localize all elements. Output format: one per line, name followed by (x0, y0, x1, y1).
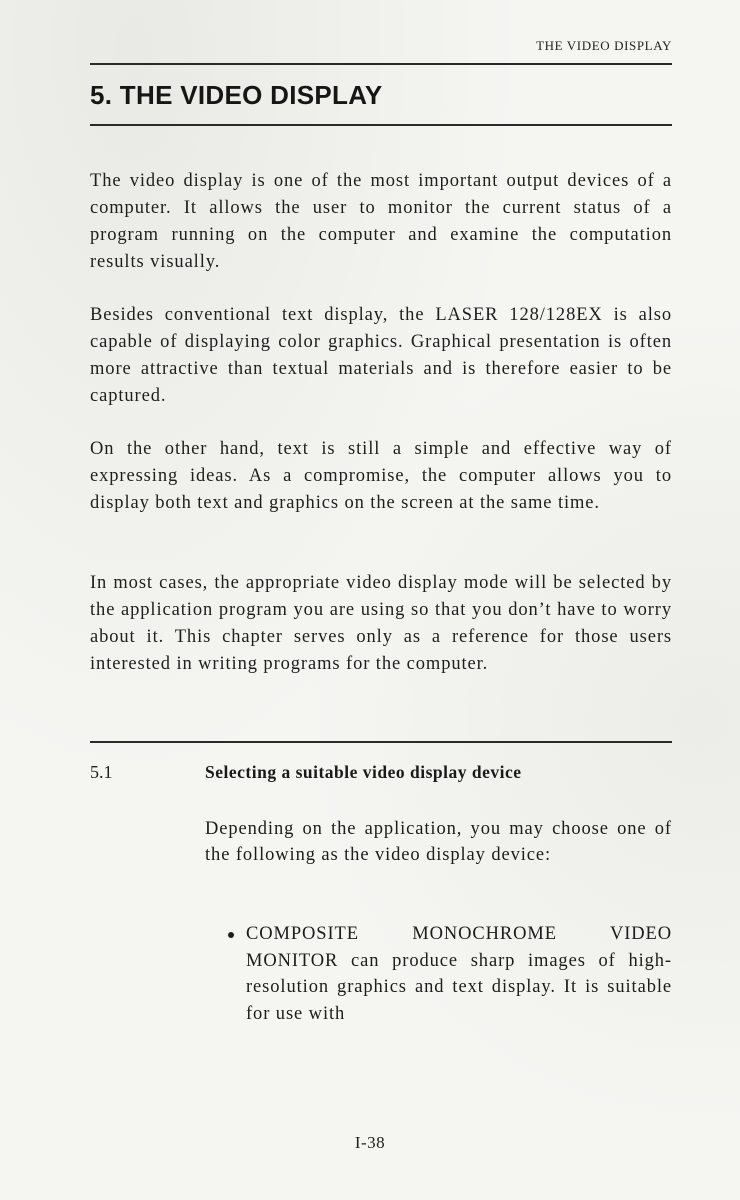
section-title: Selecting a suitable video display device (205, 762, 522, 782)
bullet-icon (228, 932, 234, 938)
device-list (226, 921, 672, 1027)
paragraph-intro: The video display is one of the most important output devices of a computer. It allows the user to monitor the current status of a program running on the computer and examine the computation results visually. (90, 171, 672, 272)
title-rule (90, 124, 672, 126)
paragraph-reference: In most cases, the appropriate video display mode will be selected by the application program you are using so that you don’t have to worry about it. This chapter serves only as a reference for those users interested in writing programs for the computer. (90, 573, 672, 674)
list-item-text: COMPOSITE MONOCHROME VIDEO MONITOR can produce sharp images of high-resolution graphics and text display. It is suitable for use with (246, 924, 672, 1024)
chapter-title: 5. THE VIDEO DISPLAY (90, 80, 383, 110)
header-rule (90, 63, 672, 65)
paragraph-graphics: Besides conventional text display, the LASER 128/128EX is also capable of displaying color graphics. Graphical presentation is often more attractive than textual materials and is therefore easier to be captured. (90, 305, 672, 406)
list-item (226, 921, 672, 1027)
section-rule (90, 741, 672, 743)
page-number: I-38 (354, 1133, 386, 1152)
section-number: 5.1 (90, 762, 113, 782)
paragraph-text-and-graphics: On the other hand, text is still a simple and effective way of expressing ideas. As a compromise, the computer allows you to display both text and graphics on the screen at the same time. (90, 439, 672, 513)
running-header: THE VIDEO DISPLAY (536, 38, 672, 53)
section-intro-paragraph: Depending on the application, you may choose one of the following as the video display device: (205, 819, 672, 865)
